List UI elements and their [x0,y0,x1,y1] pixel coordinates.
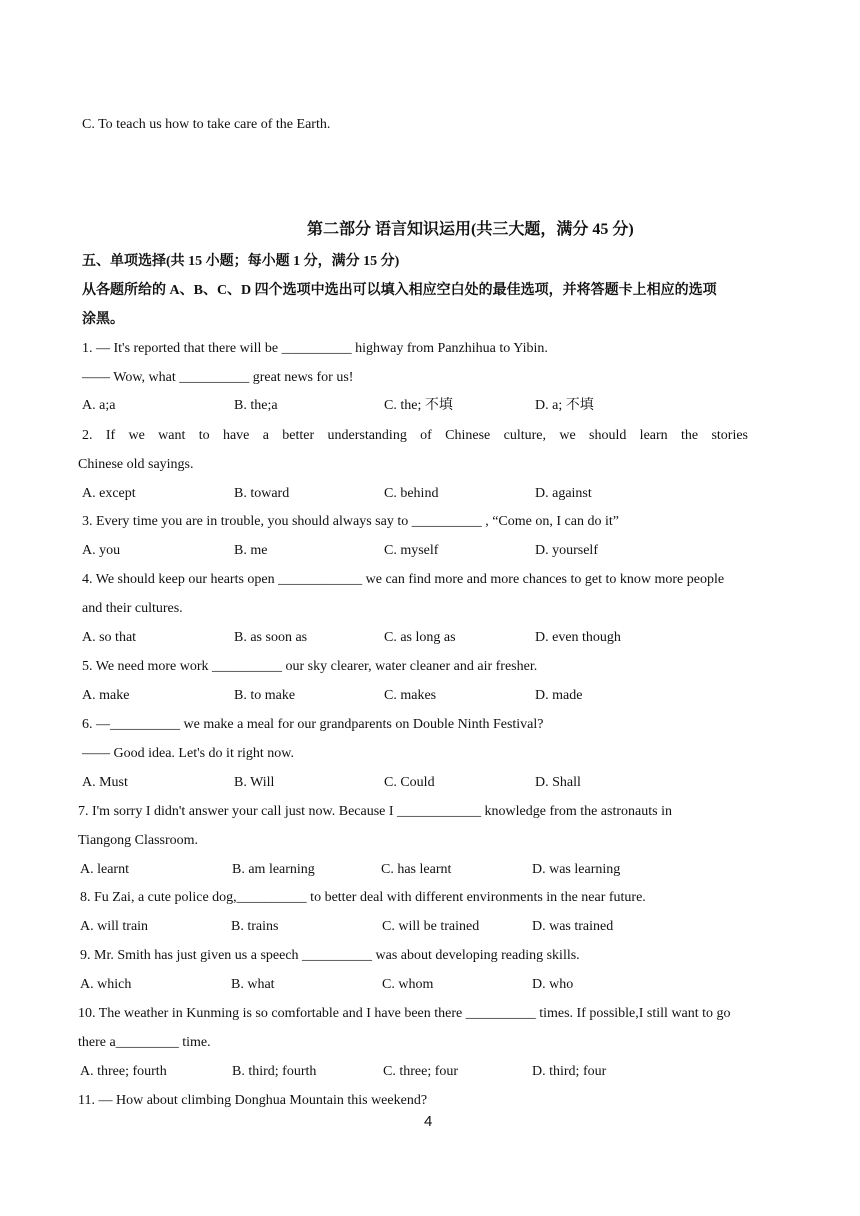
question-2-option-a: A. except [82,486,136,501]
question-6-option-d: D. Shall [535,775,581,790]
question-9-option-c: C. whom [382,977,434,992]
question-6-option-c: C. Could [384,775,435,790]
question-8-option-b: B. trains [231,919,279,934]
question-10-line-1: 10. The weather in Kunming is so comfortable and I have been there __________ times. If possible,I still want to go [78,1006,731,1021]
question-5-line-1: 5. We need more work __________ our sky clearer, water cleaner and air fresher. [82,659,538,674]
question-2-option-c: C. behind [384,486,439,501]
part-title: 第二部分 语言知识运用(共三大题，满分 45 分) [307,221,634,238]
question-3-option-a: A. you [82,543,121,558]
question-3-option-b: B. me [234,543,268,558]
question-7-option-a: A. learnt [80,862,129,877]
top-option-c: C. To teach us how to take care of the Earth. [82,117,331,132]
question-3-option-c: C. myself [384,543,439,558]
question-7-option-c: C. has learnt [381,862,452,877]
question-4-line-2: and their cultures. [82,601,183,616]
question-6-option-b: B. Will [234,775,275,790]
question-8-option-d: D. was trained [532,919,614,934]
question-10-option-d: D. third; four [532,1064,607,1079]
question-1-option-d: D. a; 不填 [535,398,594,413]
question-3-option-d: D. yourself [535,543,598,558]
question-9-option-a: A. which [80,977,132,992]
question-6-line-2: —— Good idea. Let's do it right now. [82,746,294,761]
question-8-line-1: 8. Fu Zai, a cute police dog,__________ to better deal with different environments in the near future. [80,890,646,905]
question-6-line-1: 6. —__________ we make a meal for our grandparents on Double Ninth Festival? [82,717,544,732]
question-4-line-1: 4. We should keep our hearts open ____________ we can find more and more chances to get to know more people [82,572,725,587]
question-1-option-b: B. the;a [234,398,278,413]
question-10-option-a: A. three; fourth [80,1064,167,1079]
question-10-option-c: C. three; four [383,1064,459,1079]
question-2-option-b: B. toward [234,486,290,501]
instructions-line-2: 涂黑。 [82,312,124,327]
question-9-option-d: D. who [532,977,574,992]
question-7-option-d: D. was learning [532,862,621,877]
question-8-option-c: C. will be trained [382,919,480,934]
question-4-option-d: D. even though [535,630,621,645]
question-7-option-b: B. am learning [232,862,315,877]
page-number: 4 [424,1113,433,1130]
question-10-line-2: there a_________ time. [78,1035,211,1050]
question-7-line-1: 7. I'm sorry I didn't answer your call just now. Because I ____________ knowledge from the astronauts in [78,804,672,819]
question-5-option-d: D. made [535,688,583,703]
question-1-line-1: 1. — It's reported that there will be __________ highway from Panzhihua to Yibin. [82,341,548,356]
question-5-option-c: C. makes [384,688,437,703]
question-4-option-a: A. so that [82,630,137,645]
question-3-line-1: 3. Every time you are in trouble, you should always say to __________ , “Come on, I can do it” [82,514,619,529]
section-title: 五、单项选择(共 15 小题；每小题 1 分，满分 15 分) [82,254,400,269]
question-2-option-d: D. against [535,486,592,501]
question-10-option-b: B. third; fourth [232,1064,317,1079]
question-9-line-1: 9. Mr. Smith has just given us a speech __________ was about developing reading skills. [80,948,580,963]
question-7-line-2: Tiangong Classroom. [78,833,199,848]
question-1-line-2: —— Wow, what __________ great news for us! [82,370,354,385]
question-5-option-b: B. to make [234,688,296,703]
question-6-option-a: A. Must [82,775,128,790]
question-4-option-b: B. as soon as [234,630,308,645]
question-1-option-c: C. the; 不填 [384,398,453,413]
question-9-option-b: B. what [231,977,275,992]
question-11-line-1: 11. — How about climbing Donghua Mountain this weekend? [78,1093,428,1108]
question-1-option-a: A. a;a [82,398,116,413]
question-2-line-2: Chinese old sayings. [78,457,194,472]
question-2-line-1: 2. If we want to have a better understanding of Chinese culture, we should learn the stories [82,428,748,443]
question-8-option-a: A. will train [80,919,149,934]
question-5-option-a: A. make [82,688,130,703]
question-4-option-c: C. as long as [384,630,456,645]
instructions-line-1: 从各题所给的 A、B、C、D 四个选项中选出可以填入相应空白处的最佳选项，并将答题卡上相应的选项 [82,283,717,298]
